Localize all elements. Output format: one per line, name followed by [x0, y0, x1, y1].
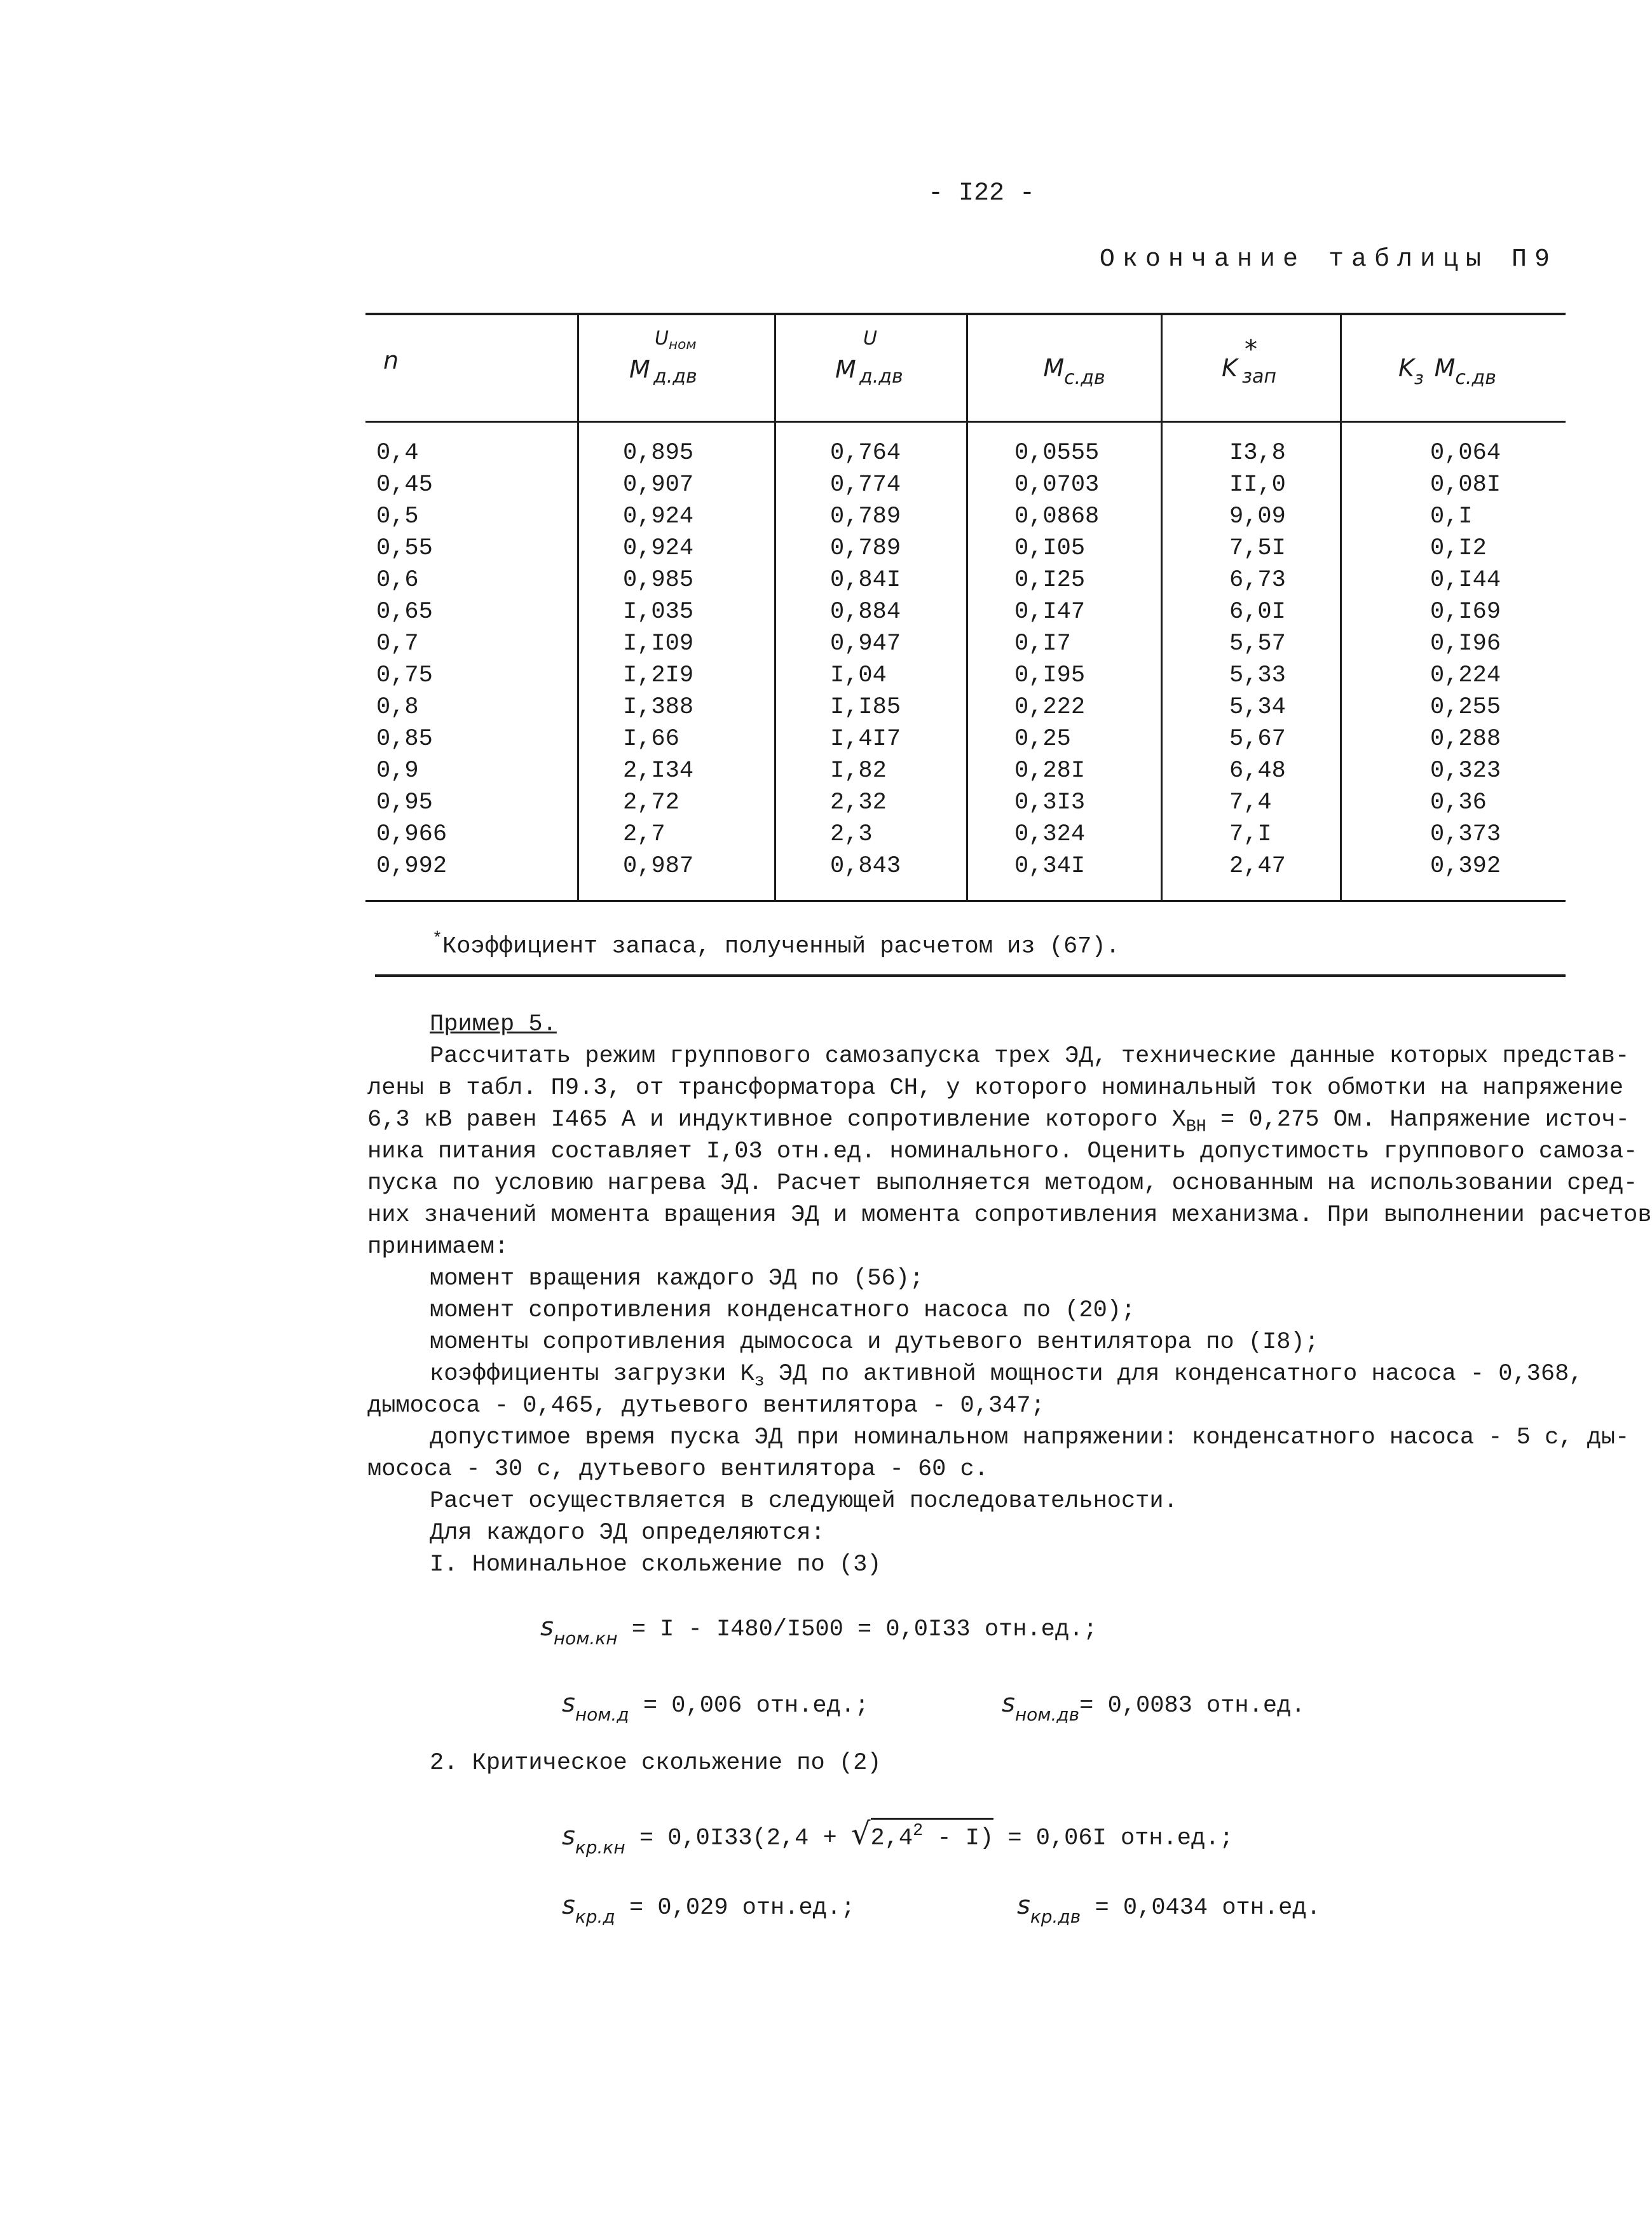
cell-m-u: I,82 — [830, 758, 887, 784]
header-k-zap-sub: зап — [1242, 365, 1276, 388]
cell-k3-m: 0,064 — [1430, 440, 1501, 467]
cell-n: 0,65 — [376, 599, 433, 625]
header-k3-m — [1398, 356, 1538, 394]
formula-rhs: = 0,0434 отн.ед. — [1081, 1895, 1321, 1921]
list-item: момент сопротивления конденсатного насоса по (20); — [430, 1297, 1136, 1324]
cell-k3-m: 0,08I — [1430, 472, 1501, 498]
list-item — [430, 1363, 1583, 1389]
cell-m-s: 0,I7 — [1014, 631, 1071, 657]
column-k-zap — [1229, 437, 1286, 882]
cell-n: 0,75 — [376, 662, 433, 689]
header-m-u — [814, 325, 941, 402]
cell-k3-m: 0,255 — [1430, 694, 1501, 721]
formula-subscript: кр.д — [575, 1906, 615, 1927]
formula-rhs: = 0,006 отн.ед.; — [629, 1693, 870, 1719]
cell-k3-m: 0,I69 — [1430, 599, 1501, 625]
example-title: Пример 5. — [430, 1011, 557, 1038]
paragraph-line: лены в табл. П9.3, от трансформатора СН, у которого номинальный ток обмотки на напряжение — [367, 1075, 1624, 1101]
cell-m-u: 2,3 — [830, 821, 873, 848]
formula-subscript: ном.кн — [553, 1628, 618, 1649]
column-k3-m — [1430, 437, 1501, 882]
list-item-continuation: мососа - 30 с, дутьевого вентилятора - 60 с. — [367, 1456, 988, 1483]
cell-n: 0,4 — [376, 440, 419, 467]
cell-k-zap: 2,47 — [1229, 853, 1286, 880]
header-m-s — [1023, 356, 1125, 394]
paragraph-line: них значений момента вращения ЭД и момента сопротивления механизма. При выполнении расчетов — [367, 1202, 1652, 1229]
formula-symbol: s — [1017, 1891, 1030, 1920]
cell-m-s: 0,34I — [1014, 853, 1086, 880]
formula-s-kr-kn — [562, 1818, 1234, 1857]
paragraph-text: = 0,275 Ом. Напряжение источ- — [1206, 1107, 1630, 1133]
header-k3-m-m: M — [1434, 354, 1456, 382]
cell-m-u: I,I85 — [830, 694, 901, 721]
formula-symbol: s — [1002, 1689, 1015, 1718]
cell-k3-m: 0,36 — [1430, 789, 1487, 816]
paragraph-line: принимаем: — [367, 1234, 509, 1260]
column-n — [376, 437, 447, 882]
paragraph-line: Рассчитать режим группового самозапуска трех ЭД, технические данные которых представ- — [430, 1043, 1630, 1070]
cell-m-s: 0,324 — [1014, 821, 1086, 848]
header-k3-m-m-sub: с.дв — [1455, 367, 1496, 389]
header-m-nom-base: M — [629, 355, 650, 383]
cell-m-nom: 2,72 — [623, 789, 679, 816]
header-k3-m-k-sub: з — [1414, 367, 1424, 388]
cell-k3-m: 0,288 — [1430, 726, 1501, 753]
column-m-s — [1014, 437, 1099, 882]
header-n — [372, 348, 410, 372]
cell-m-nom: I,388 — [623, 694, 694, 721]
list-item-continuation: дымососа - 0,465, дутьевого вентилятора - 0,347; — [367, 1393, 1045, 1419]
formula-text: = 0,0I33(2,4 + — [625, 1825, 851, 1852]
cell-m-u: 0,884 — [830, 599, 901, 625]
radicand-rest: - I) — [923, 1825, 994, 1852]
formula-symbol: s — [562, 1689, 575, 1718]
cell-k3-m: 0,392 — [1430, 853, 1501, 880]
table-footnote — [432, 929, 1120, 960]
header-m-nom-sup-sub: ном — [668, 336, 697, 353]
sqrt-radical: $√2,4^2 - I$) — [850, 1816, 994, 1852]
col-divider-3 — [966, 313, 968, 901]
page-number: - I22 - — [928, 179, 1035, 208]
step-heading: I. Номинальное скольжение по (3) — [430, 1551, 882, 1578]
cell-m-s: 0,0555 — [1014, 440, 1100, 467]
cell-m-u: 0,764 — [830, 440, 901, 467]
cell-m-nom: I,66 — [623, 726, 679, 753]
cell-m-u: I,04 — [830, 662, 887, 689]
cell-m-s: 0,222 — [1014, 694, 1086, 721]
header-k-zap-sup: * — [1245, 335, 1257, 364]
formula-symbol: s — [562, 1891, 575, 1920]
cell-m-s: 0,0703 — [1014, 472, 1100, 498]
cell-m-nom: I,035 — [623, 599, 694, 625]
formula-subscript: кр.дв — [1030, 1906, 1081, 1927]
header-m-nom — [610, 325, 750, 402]
cell-m-nom: I,2I9 — [623, 662, 694, 689]
header-k-zap-base: K — [1222, 354, 1238, 382]
cell-n: 0,45 — [376, 472, 433, 498]
cell-k-zap: 6,73 — [1229, 567, 1286, 594]
footnote-mark: * — [432, 929, 442, 948]
col-divider-5 — [1340, 313, 1342, 901]
cell-m-u: 0,843 — [830, 853, 901, 880]
cell-k-zap: 6,48 — [1229, 758, 1286, 784]
cell-m-nom: 0,924 — [623, 503, 694, 530]
cell-m-nom: 2,I34 — [623, 758, 694, 784]
formula-subscript: ном.дв — [1014, 1704, 1080, 1725]
header-m-u-sup: U — [863, 327, 877, 350]
formula-rhs: = 0,06I отн.ед.; — [993, 1825, 1234, 1852]
paragraph-line — [367, 1108, 1630, 1135]
header-k-zap — [1208, 337, 1303, 400]
column-m-nom — [623, 437, 693, 882]
cell-m-u: 0,789 — [830, 503, 901, 530]
cell-m-u: 0,84I — [830, 567, 901, 594]
formula-symbol: s — [540, 1612, 554, 1642]
cell-k-zap: I3,8 — [1229, 440, 1286, 467]
cell-m-s: 0,0868 — [1014, 503, 1100, 530]
table-top-rule — [365, 313, 1566, 315]
cell-n: 0,966 — [376, 821, 447, 848]
cell-k3-m: 0,I96 — [1430, 631, 1501, 657]
cell-k3-m: 0,323 — [1430, 758, 1501, 784]
cell-k3-m: 0,224 — [1430, 662, 1501, 689]
formula-rhs: = 0,0083 отн.ед. — [1079, 1693, 1306, 1719]
cell-m-nom: 0,907 — [623, 472, 694, 498]
step-heading: 2. Критическое скольжение по (2) — [430, 1750, 882, 1776]
header-n-label: n — [383, 346, 399, 374]
cell-m-s: 0,3I3 — [1014, 789, 1086, 816]
cell-k-zap: 5,33 — [1229, 662, 1286, 689]
formula-s-nom-d — [562, 1691, 869, 1724]
cell-m-nom: 0,987 — [623, 853, 694, 880]
formula-subscript: кр.кн — [575, 1836, 625, 1858]
list-item-text: ЭД по активной мощности для конденсатного насоса - 0,368, — [764, 1361, 1583, 1387]
column-m-u — [830, 437, 901, 882]
paragraph-line: пуска по условию нагрева ЭД. Расчет выполняется методом, основанным на использовании сред- — [367, 1170, 1638, 1197]
header-m-nom-sub: д.дв — [653, 365, 697, 388]
cell-m-u: I,4I7 — [830, 726, 901, 753]
cell-k-zap: 5,34 — [1229, 694, 1286, 721]
radicand: 2,4 — [870, 1825, 913, 1852]
col-divider-2 — [774, 313, 776, 901]
cell-n: 0,5 — [376, 503, 419, 530]
cell-m-s: 0,25 — [1014, 726, 1071, 753]
cell-k-zap: II,0 — [1229, 472, 1286, 498]
footnote-text: Коэффициент запаса, полученный расчетом из (67). — [442, 933, 1120, 960]
exponent: 2 — [913, 1821, 924, 1840]
cell-m-nom: I,I09 — [623, 631, 694, 657]
cell-m-s: 0,I95 — [1014, 662, 1086, 689]
list-item: допустимое время пуска ЭД при номинальном напряжении: конденсатного насоса - 5 с, ды- — [430, 1424, 1630, 1451]
subscript: з — [754, 1371, 765, 1391]
cell-n: 0,55 — [376, 535, 433, 562]
table-header-rule — [365, 421, 1566, 423]
footnote-rule — [375, 974, 1566, 977]
cell-k-zap: 7,I — [1229, 821, 1272, 848]
header-k3-m-k: K — [1398, 354, 1414, 382]
col-divider-4 — [1161, 313, 1163, 901]
table-caption: Окончание таблицы П9 — [1099, 245, 1557, 274]
paragraph-text: 6,3 кВ равен I465 А и индуктивное сопротивление которого X — [367, 1107, 1186, 1133]
cell-m-nom: 0,924 — [623, 535, 694, 562]
paragraph-line: ника питания составляет I,03 отн.ед. номинального. Оценить допустимость группового самоза- — [367, 1138, 1638, 1165]
cell-k-zap: 5,57 — [1229, 631, 1286, 657]
cell-m-nom: 0,985 — [623, 567, 694, 594]
formula-rhs: = 0,029 отн.ед.; — [615, 1895, 856, 1921]
cell-m-u: 0,947 — [830, 631, 901, 657]
cell-k3-m: 0,373 — [1430, 821, 1501, 848]
cell-n: 0,9 — [376, 758, 419, 784]
cell-k-zap: 9,09 — [1229, 503, 1286, 530]
cell-n: 0,6 — [376, 567, 419, 594]
header-m-s-sub: с.дв — [1064, 367, 1105, 389]
header-m-u-base: M — [835, 355, 856, 383]
cell-k3-m: 0,I2 — [1430, 535, 1487, 562]
cell-m-u: 2,32 — [830, 789, 887, 816]
cell-m-s: 0,28I — [1014, 758, 1086, 784]
cell-m-nom: 0,895 — [623, 440, 694, 467]
cell-m-s: 0,I05 — [1014, 535, 1086, 562]
formula-subscript: ном.д — [575, 1704, 629, 1725]
cell-k-zap: 7,4 — [1229, 789, 1272, 816]
cell-m-u: 0,774 — [830, 472, 901, 498]
cell-k-zap: 5,67 — [1229, 726, 1286, 753]
header-m-u-sub: д.дв — [859, 365, 903, 388]
formula-rhs: = I - I480/I500 = 0,0I33 отн.ед.; — [617, 1616, 1098, 1643]
formula-s-kr-dv — [1017, 1893, 1321, 1926]
cell-n: 0,7 — [376, 631, 419, 657]
cell-k3-m: 0,I — [1430, 503, 1473, 530]
cell-n: 0,95 — [376, 789, 433, 816]
cell-m-s: 0,I25 — [1014, 567, 1086, 594]
paragraph-line: Расчет осуществляется в следующей последовательности. — [430, 1488, 1178, 1515]
header-m-s-base: M — [1043, 354, 1065, 382]
header-m-nom-sup: U — [655, 327, 669, 350]
list-item: момент вращения каждого ЭД по (56); — [430, 1265, 924, 1292]
subscript: ВН — [1185, 1117, 1206, 1136]
cell-k-zap: 6,0I — [1229, 599, 1286, 625]
formula-s-nom-dv — [1002, 1691, 1305, 1724]
cell-k-zap: 7,5I — [1229, 535, 1286, 562]
col-divider-1 — [577, 313, 579, 901]
formula-symbol: s — [562, 1821, 575, 1851]
list-item: моменты сопротивления дымососа и дутьевого вентилятора по (I8); — [430, 1329, 1319, 1356]
cell-m-s: 0,I47 — [1014, 599, 1086, 625]
formula-s-nom-kn — [540, 1614, 1097, 1647]
cell-n: 0,8 — [376, 694, 419, 721]
cell-n: 0,992 — [376, 853, 447, 880]
paragraph-line: Для каждого ЭД определяются: — [430, 1520, 825, 1546]
cell-m-u: 0,789 — [830, 535, 901, 562]
cell-m-nom: 2,7 — [623, 821, 666, 848]
cell-k3-m: 0,I44 — [1430, 567, 1501, 594]
formula-s-kr-d — [562, 1893, 855, 1926]
cell-n: 0,85 — [376, 726, 433, 753]
table-bottom-rule — [365, 900, 1566, 902]
list-item-text: коэффициенты загрузки K — [430, 1361, 754, 1387]
